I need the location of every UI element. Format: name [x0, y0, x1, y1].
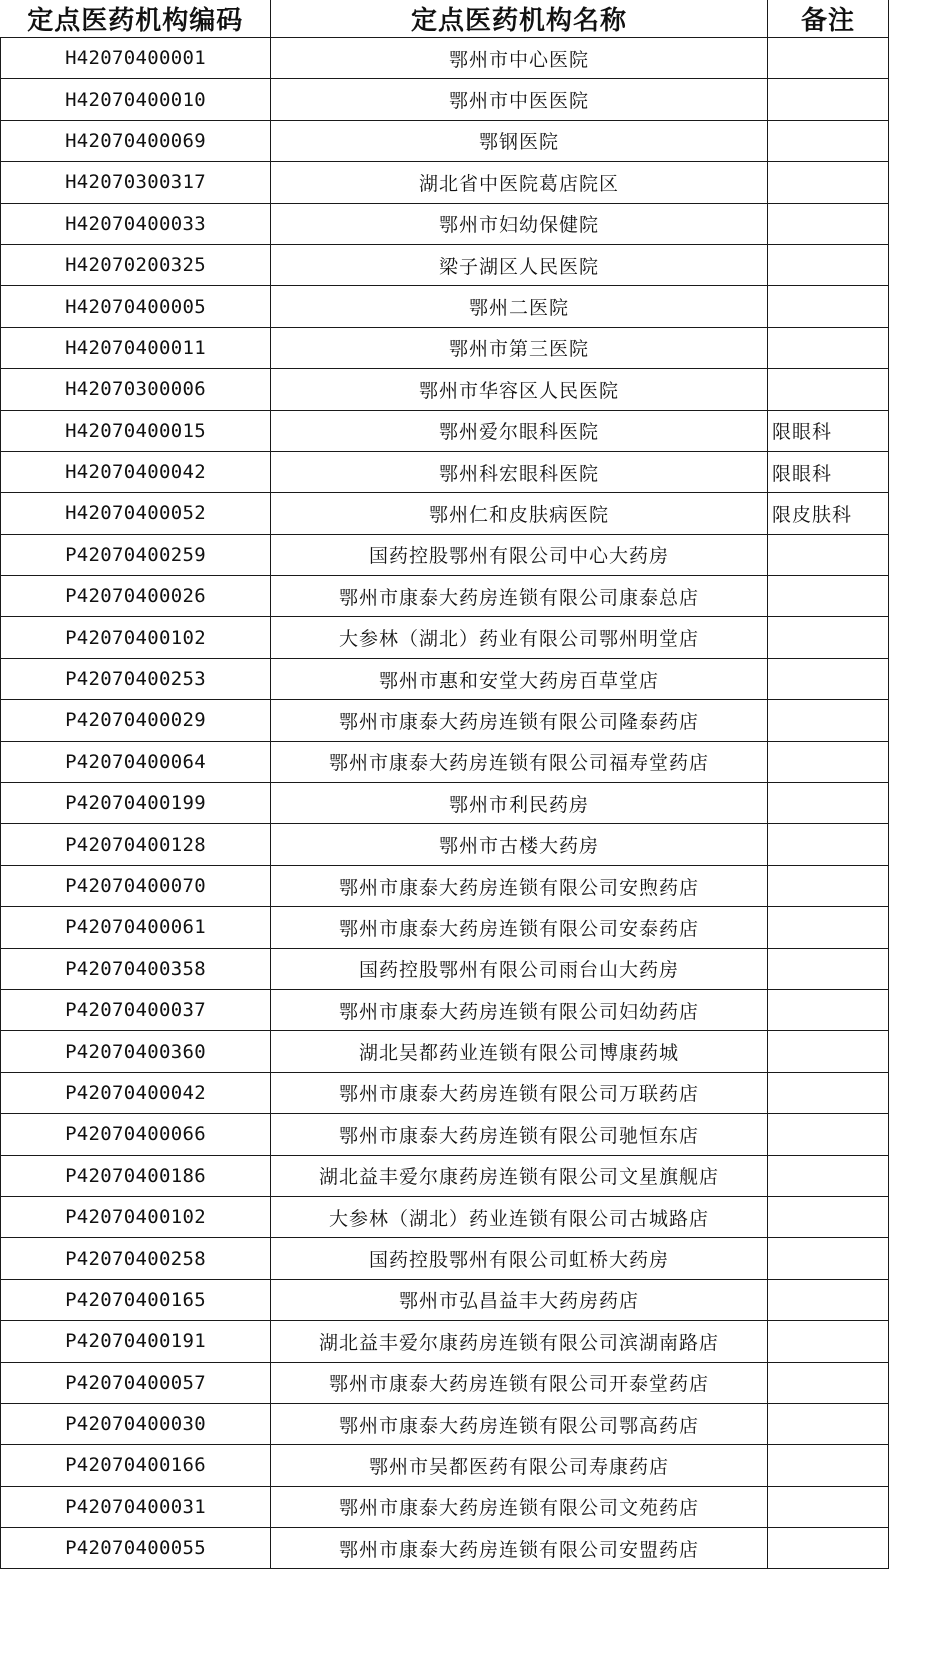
table-row: [1, 989, 889, 1030]
cell-code: P42070400057: [1, 1362, 271, 1403]
table-row: [1, 286, 889, 327]
cell-code: P42070400070: [1, 865, 271, 906]
cell-code: P42070400166: [1, 1445, 271, 1486]
cell-note: [768, 907, 889, 948]
cell-note: [768, 79, 889, 120]
cell-code: P42070400061: [1, 907, 271, 948]
cell-note: [768, 1072, 889, 1113]
table-row: [1, 824, 889, 865]
cell-note: 限眼科: [768, 410, 889, 451]
cell-note: 限皮肤科: [768, 493, 889, 534]
table-row: [1, 617, 889, 658]
cell-note: [768, 989, 889, 1030]
cell-code: P42070400259: [1, 534, 271, 575]
cell-note: [768, 1445, 889, 1486]
cell-code: P42070400358: [1, 948, 271, 989]
cell-note: [768, 327, 889, 368]
cell-name: 大参林（湖北）药业有限公司鄂州明堂店: [271, 617, 768, 658]
cell-name: 梁子湖区人民医院: [271, 244, 768, 285]
cell-code: H42070400011: [1, 327, 271, 368]
cell-note: [768, 576, 889, 617]
table-row: [1, 162, 889, 203]
header-row: [1, 0, 889, 38]
cell-note: [768, 1279, 889, 1320]
table-row: [1, 1403, 889, 1444]
cell-code: P42070400191: [1, 1321, 271, 1362]
table-row: [1, 38, 889, 79]
table-row: [1, 1072, 889, 1113]
table-row: [1, 865, 889, 906]
table-row: [1, 1445, 889, 1486]
cell-name: 鄂州市弘昌益丰大药房药店: [271, 1279, 768, 1320]
cell-name: 鄂州市康泰大药房连锁有限公司驰恒东店: [271, 1114, 768, 1155]
cell-note: [768, 948, 889, 989]
cell-note: [768, 162, 889, 203]
table-row: [1, 1031, 889, 1072]
cell-name: 鄂州市康泰大药房连锁有限公司万联药店: [271, 1072, 768, 1113]
cell-name: 鄂州市康泰大药房连锁有限公司康泰总店: [271, 576, 768, 617]
cell-code: P42070400042: [1, 1072, 271, 1113]
cell-note: [768, 244, 889, 285]
cell-name: 鄂州市康泰大药房连锁有限公司隆泰药店: [271, 700, 768, 741]
table-row: [1, 203, 889, 244]
cell-code: H42070400010: [1, 79, 271, 120]
table-row: [1, 1114, 889, 1155]
cell-name: 鄂州市华容区人民医院: [271, 369, 768, 410]
cell-code: H42070300006: [1, 369, 271, 410]
cell-name: 鄂州市康泰大药房连锁有限公司妇幼药店: [271, 989, 768, 1030]
cell-note: [768, 617, 889, 658]
cell-name: 鄂州仁和皮肤病医院: [271, 493, 768, 534]
cell-note: [768, 1403, 889, 1444]
cell-name: 鄂州二医院: [271, 286, 768, 327]
cell-name: 鄂州市中心医院: [271, 38, 768, 79]
table-row: [1, 1486, 889, 1527]
cell-code: H42070400015: [1, 410, 271, 451]
cell-note: [768, 824, 889, 865]
cell-code: P42070400026: [1, 576, 271, 617]
cell-name: 国药控股鄂州有限公司中心大药房: [271, 534, 768, 575]
cell-code: P42070400064: [1, 741, 271, 782]
cell-note: [768, 286, 889, 327]
cell-code: P42070400031: [1, 1486, 271, 1527]
cell-name: 鄂州市康泰大药房连锁有限公司鄂高药店: [271, 1403, 768, 1444]
cell-note: [768, 534, 889, 575]
table-row: [1, 493, 889, 534]
table-row: [1, 576, 889, 617]
table-row: [1, 327, 889, 368]
cell-note: [768, 203, 889, 244]
table-row: [1, 1155, 889, 1196]
cell-note: [768, 1031, 889, 1072]
cell-name: 鄂州市妇幼保健院: [271, 203, 768, 244]
table-row: [1, 700, 889, 741]
header-code: 定点医药机构编码: [1, 0, 271, 38]
cell-code: H42070400001: [1, 38, 271, 79]
cell-note: [768, 658, 889, 699]
cell-name: 鄂州市康泰大药房连锁有限公司安煦药店: [271, 865, 768, 906]
cell-note: [768, 865, 889, 906]
cell-note: [768, 38, 889, 79]
cell-name: 鄂州市利民药房: [271, 783, 768, 824]
header-note: 备注: [768, 0, 889, 38]
cell-code: P42070400102: [1, 1196, 271, 1237]
cell-code: P42070400199: [1, 783, 271, 824]
table-row: [1, 1362, 889, 1403]
cell-note: [768, 741, 889, 782]
cell-name: 湖北吴都药业连锁有限公司博康药城: [271, 1031, 768, 1072]
cell-name: 鄂州市古楼大药房: [271, 824, 768, 865]
cell-code: P42070400165: [1, 1279, 271, 1320]
cell-code: P42070400128: [1, 824, 271, 865]
cell-note: [768, 1362, 889, 1403]
table-row: [1, 1528, 889, 1569]
cell-note: [768, 1321, 889, 1362]
cell-name: 鄂州市第三医院: [271, 327, 768, 368]
table-body: [1, 38, 889, 1569]
cell-name: 湖北省中医院葛店院区: [271, 162, 768, 203]
cell-code: P42070400055: [1, 1528, 271, 1569]
table-row: [1, 534, 889, 575]
table-row: [1, 79, 889, 120]
cell-note: [768, 1155, 889, 1196]
cell-note: [768, 1486, 889, 1527]
table-row: [1, 120, 889, 161]
cell-note: [768, 783, 889, 824]
cell-code: P42070400102: [1, 617, 271, 658]
cell-name: 鄂州市吴都医药有限公司寿康药店: [271, 1445, 768, 1486]
table-row: [1, 948, 889, 989]
table-row: [1, 369, 889, 410]
cell-code: P42070400029: [1, 700, 271, 741]
cell-name: 湖北益丰爱尔康药房连锁有限公司滨湖南路店: [271, 1321, 768, 1362]
cell-code: P42070400186: [1, 1155, 271, 1196]
table-row: [1, 783, 889, 824]
cell-note: [768, 700, 889, 741]
cell-note: [768, 1238, 889, 1279]
cell-note: [768, 120, 889, 161]
table-row: [1, 658, 889, 699]
cell-name: 鄂州市康泰大药房连锁有限公司安盟药店: [271, 1528, 768, 1569]
cell-note: 限眼科: [768, 451, 889, 492]
cell-note: [768, 1114, 889, 1155]
cell-name: 大参林（湖北）药业连锁有限公司古城路店: [271, 1196, 768, 1237]
table-row: [1, 741, 889, 782]
cell-code: P42070400258: [1, 1238, 271, 1279]
cell-name: 国药控股鄂州有限公司雨台山大药房: [271, 948, 768, 989]
table-row: [1, 1238, 889, 1279]
table-row: [1, 244, 889, 285]
cell-code: P42070400037: [1, 989, 271, 1030]
cell-name: 鄂州市惠和安堂大药房百草堂店: [271, 658, 768, 699]
cell-name: 湖北益丰爱尔康药房连锁有限公司文星旗舰店: [271, 1155, 768, 1196]
cell-code: P42070400360: [1, 1031, 271, 1072]
cell-code: P42070400066: [1, 1114, 271, 1155]
cell-code: H42070400052: [1, 493, 271, 534]
cell-code: H42070400005: [1, 286, 271, 327]
cell-name: 鄂钢医院: [271, 120, 768, 161]
cell-code: P42070400030: [1, 1403, 271, 1444]
cell-name: 鄂州科宏眼科医院: [271, 451, 768, 492]
cell-note: [768, 1528, 889, 1569]
cell-name: 鄂州爱尔眼科医院: [271, 410, 768, 451]
cell-code: P42070400253: [1, 658, 271, 699]
cell-name: 鄂州市中医医院: [271, 79, 768, 120]
table-row: [1, 1321, 889, 1362]
cell-note: [768, 369, 889, 410]
cell-note: [768, 1196, 889, 1237]
cell-name: 鄂州市康泰大药房连锁有限公司文苑药店: [271, 1486, 768, 1527]
cell-name: 鄂州市康泰大药房连锁有限公司安泰药店: [271, 907, 768, 948]
cell-name: 鄂州市康泰大药房连锁有限公司开泰堂药店: [271, 1362, 768, 1403]
table-row: [1, 1279, 889, 1320]
table-row: [1, 907, 889, 948]
cell-code: H42070200325: [1, 244, 271, 285]
table-row: [1, 451, 889, 492]
cell-code: H42070400042: [1, 451, 271, 492]
cell-code: H42070400033: [1, 203, 271, 244]
table-row: [1, 410, 889, 451]
table-row: [1, 1196, 889, 1237]
header-name: 定点医药机构名称: [271, 0, 768, 38]
cell-name: 鄂州市康泰大药房连锁有限公司福寿堂药店: [271, 741, 768, 782]
cell-name: 国药控股鄂州有限公司虹桥大药房: [271, 1238, 768, 1279]
cell-code: H42070400069: [1, 120, 271, 161]
cell-code: H42070300317: [1, 162, 271, 203]
